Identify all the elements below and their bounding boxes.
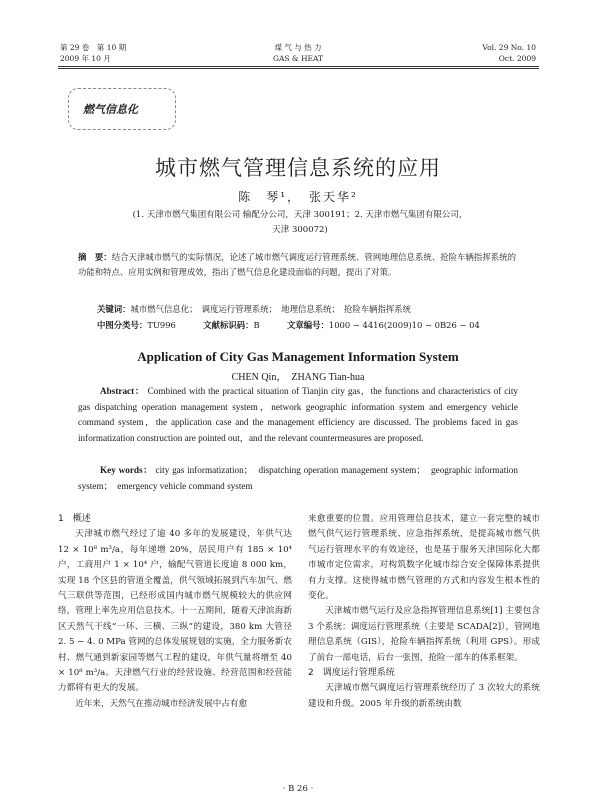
body-right-column <box>308 512 540 712</box>
abstract-en-text: Combined with the practical situation of Tianjin city gas，the functions and characteristics of city gas dispatching operation management system，network geographic information system and emergency vehicle command system，the application case and the management efficiency are discussed. The problems faced in gas informatization construction are pointed out，and the relevant countermeasures are proposed. <box>78 386 518 443</box>
abstract-cn-label: 摘 要： <box>78 252 112 262</box>
keywords-cn-label: 关键词： <box>97 304 131 314</box>
abstract-en <box>78 384 518 446</box>
article-no-value: 1000 − 4416(2009)10 − 0B26 − 04 <box>328 320 480 330</box>
classification-label: 中图分类号： <box>97 320 148 330</box>
section-tag-label: 燃气信息化 <box>83 103 138 116</box>
abstract-cn-text: 结合天津城市燃气的实际情况，论述了城市燃气调度运行管理系统、管网地理信息系统、抢险车辆指挥系统的功能和特点、应用实例和管理成效，指出了燃气信息化建设面临的问题，提出了对策。 <box>78 252 517 277</box>
volume-issue-en: Vol. 29 No. 10 <box>482 43 536 52</box>
body-paragraph: 来愈重要的位置。应用管理信息技术，建立一套完整的城市燃气供气运行管理系统、应急指挥系统，是提高城市燃气供气运行管理水平的有效途径，也是基于服务天津国际化大都市城市定位需求，对构筑数字化城市综合安全保障体系提供有力支撑。这使得城市燃气管理的方式和内容发生根本性的变化。 <box>308 514 540 602</box>
title-en: Application of City Gas Management Information System <box>137 349 459 364</box>
affiliation-cn-line1: (1. 天津市燃气集团有限公司 输配分公司，天津 300191；2. 天津市燃气集团有限公司， <box>132 210 468 220</box>
running-header-right <box>482 42 536 64</box>
affiliation-cn-line2: 天津 300072) <box>272 225 328 235</box>
body-paragraph: 天津城市燃气运行及应急指挥管理信息系统[1] 主要包含 3 个系统：调度运行管理系统（主要是 SCADA[2]），管网地理信息系统（GIS），抢险车辆指挥系统（利用 GPS）。形成了前台一部电话，后台一张图，抢险一部车的体系框架。 <box>308 606 540 663</box>
journal-name-en: GAS & HEAT <box>272 54 323 63</box>
body-left-column <box>58 512 292 712</box>
classification-line <box>97 318 527 333</box>
abstract-en-label: Abstract： <box>100 386 145 396</box>
title-cn: 城市燃气管理信息系统的应用 <box>155 156 441 180</box>
affiliation-cn <box>90 208 510 238</box>
publication-date-en: Oct. 2009 <box>498 54 536 63</box>
section-heading-1: 1 概述 <box>58 514 91 524</box>
keywords-en-text: city gas informatization； dispatching operation management system； geographic information system； emergency vehicle command system <box>78 465 518 491</box>
header-rule <box>58 66 539 67</box>
keywords-en <box>78 463 518 494</box>
keywords-cn-text: 城市燃气信息化； 调度运行管理系统； 地理信息系统； 抢险车辆指挥系统 <box>130 304 412 314</box>
page-number: · B 26 · <box>282 784 314 794</box>
doccode-label: 文献标识码： <box>203 320 254 330</box>
authors-cn: 陈 琴¹， 张天华² <box>238 190 358 204</box>
abstract-cn <box>78 250 516 280</box>
header-rule-thin <box>58 68 539 69</box>
classification-value: TU996 <box>147 320 176 330</box>
section-tag <box>68 88 176 130</box>
publication-date: 2009 年 10 月 <box>60 54 111 63</box>
authors-en: CHEN Qin， ZHANG Tian-hua <box>231 372 365 383</box>
doccode-value: B <box>253 320 260 330</box>
volume-issue: 第 29 卷 第 10 期 <box>60 43 127 52</box>
body-paragraph: 近年来，天然气在推动城市经济发展中占有愈 <box>75 698 248 709</box>
body-paragraph: 天津城市燃气调度运行管理系统经历了 3 次较大的系统建设和升级。2005 年升级的新系统由数 <box>308 683 540 709</box>
keywords-en-label: Key words： <box>100 465 153 475</box>
body-paragraph: 天津城市燃气经过了逾 40 多年的发展建设，年供气达 12 × 10⁸ m³/a，每年递增 20%，居民用户有 185 × 10⁴ 户，工商用户 1 × 10⁴ 户，输配气管道长度逾 8 000 km，实现 18 个区县的管道全覆盖，供气领域拓展到汽车加气、燃气三联供等范围，已经形成国内城市燃气规模较大的供应网络，管理上率先应用信息技术。十一五期间，随着天津滨海新区天然气干线“一环、三横、三纵”的建设，380 km 大管径 2. 5 − 4. 0 MPa 管网的总体发展规划的实施，全力服务新农村、燃气通到新家园等燃气工程的建设，年供气量将增至 40 × 10⁸ m³/a。天津燃气行业的经营设施、经营范围和经营能力都将有更大的发展。 <box>58 529 292 694</box>
journal-name-cn: 煤 气 与 热 力 <box>274 43 322 52</box>
article-no-label: 文章编号： <box>286 320 329 330</box>
section-heading-2: 2 调度运行管理系统 <box>308 668 395 679</box>
keywords-cn <box>97 302 527 317</box>
